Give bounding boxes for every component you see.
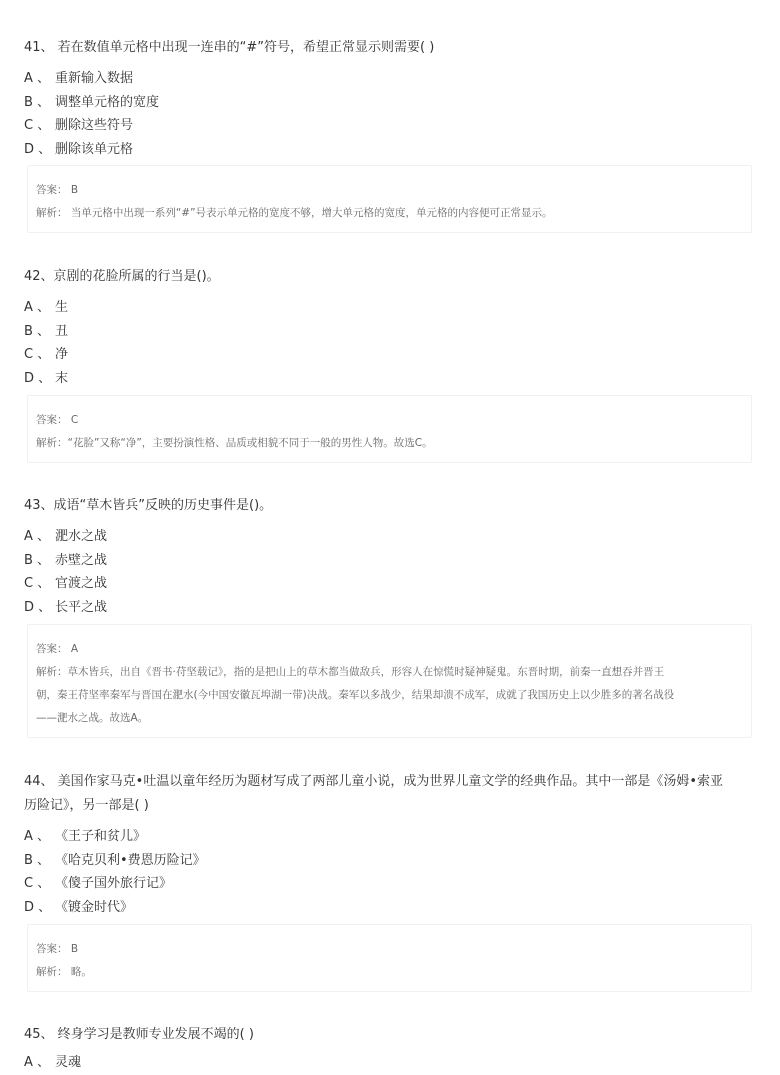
answer-panel bbox=[27, 165, 752, 233]
option-text: 删除该单元格 bbox=[55, 141, 134, 157]
option-c[interactable] bbox=[24, 572, 754, 596]
option-text: 净 bbox=[55, 347, 69, 362]
option-c[interactable] bbox=[24, 872, 754, 896]
option-text: 长平之战 bbox=[55, 599, 108, 615]
analysis-text-line-2: 朝，秦王苻坚率秦军与晋国在淝水(今中国安徽瓦埠湖一带)决战。秦军以多战少，结果却溃不成军，成就了我国历史上以少胜多的著名战役 bbox=[36, 689, 675, 701]
answer-text: 答案： A bbox=[36, 643, 79, 655]
option-text: 《哈克贝利•费恩历险记》 bbox=[55, 852, 206, 868]
option-letter: D 、 bbox=[24, 141, 52, 157]
option-text: 丑 bbox=[55, 323, 69, 339]
question-43 bbox=[24, 494, 754, 619]
option-list bbox=[24, 825, 754, 919]
option-text: 末 bbox=[55, 370, 69, 386]
analysis-text: 解析： 略。 bbox=[36, 966, 92, 978]
option-d[interactable] bbox=[24, 138, 754, 162]
option-list bbox=[24, 525, 754, 619]
analysis-text: 解析：“花脸”又称“净”，主要扮演性格、品质或相貌不同于一般的男性人物。故选C。 bbox=[36, 437, 433, 449]
option-text: 重新输入数据 bbox=[55, 71, 134, 86]
option-text: 淝水之战 bbox=[55, 529, 108, 544]
option-d[interactable] bbox=[24, 896, 754, 920]
option-letter: C 、 bbox=[24, 347, 51, 362]
option-d[interactable] bbox=[24, 596, 754, 620]
option-letter: A 、 bbox=[24, 1055, 51, 1070]
option-text: 赤壁之战 bbox=[55, 552, 108, 568]
option-c[interactable] bbox=[24, 343, 754, 367]
answer-text: 答案： B bbox=[36, 184, 79, 196]
question-title-line-2: 历险记》，另一部是( ) bbox=[24, 798, 149, 813]
option-letter: C 、 bbox=[24, 876, 51, 891]
question-title: 43、成语“草木皆兵”反映的历史事件是()。 bbox=[24, 498, 273, 513]
question-title: 42、京剧的花脸所属的行当是()。 bbox=[24, 269, 220, 284]
option-text: 生 bbox=[55, 300, 69, 315]
option-text: 灵魂 bbox=[55, 1055, 82, 1070]
answer-panel bbox=[27, 924, 752, 992]
option-c[interactable] bbox=[24, 114, 754, 138]
option-list bbox=[24, 296, 754, 390]
option-text: 调整单元格的宽度 bbox=[55, 94, 160, 110]
answer-text: 答案： C bbox=[36, 414, 79, 426]
option-a[interactable] bbox=[24, 825, 754, 849]
option-b[interactable] bbox=[24, 91, 754, 115]
question-title-line-1: 44、 美国作家马克•吐温以童年经历为题材写成了两部儿童小说，成为世界儿童文学的经典作品。其中一部是《汤姆•索亚 bbox=[24, 774, 724, 789]
answer-text: 答案： B bbox=[36, 943, 79, 955]
question-44 bbox=[24, 770, 754, 919]
question-45 bbox=[24, 1023, 754, 1075]
option-b[interactable] bbox=[24, 320, 754, 344]
option-letter: B 、 bbox=[24, 94, 51, 110]
option-letter: A 、 bbox=[24, 71, 51, 86]
analysis-text-line-3: ——淝水之战。故选A。 bbox=[36, 712, 149, 724]
question-title: 41、 若在数值单元格中出现一连串的“#”符号，希望正常显示则需要( ) bbox=[24, 40, 435, 55]
option-letter: A 、 bbox=[24, 300, 51, 315]
option-letter: B 、 bbox=[24, 552, 51, 568]
question-41 bbox=[24, 36, 754, 161]
option-letter: D 、 bbox=[24, 899, 52, 915]
option-a[interactable] bbox=[24, 67, 754, 91]
option-a[interactable] bbox=[24, 525, 754, 549]
analysis-text: 解析： 当单元格中出现一系列“#”号表示单元格的宽度不够，增大单元格的宽度，单元格的内容便可正常显示。 bbox=[36, 207, 553, 219]
option-letter: A 、 bbox=[24, 829, 51, 844]
option-b[interactable] bbox=[24, 549, 754, 573]
analysis-text-line-1: 解析：草木皆兵，出自《晋书·苻坚载记》，指的是把山上的草木都当做敌兵，形容人在惊慌时疑神疑鬼。东晋时期，前秦一直想吞并晋王 bbox=[36, 666, 665, 678]
option-a[interactable] bbox=[24, 296, 754, 320]
option-letter: C 、 bbox=[24, 118, 51, 133]
answer-panel bbox=[27, 624, 752, 738]
answer-panel bbox=[27, 395, 752, 463]
option-text: 《傻子国外旅行记》 bbox=[55, 876, 173, 891]
question-42 bbox=[24, 265, 754, 390]
option-text: 《王子和贫儿》 bbox=[55, 829, 147, 844]
option-text: 删除这些符号 bbox=[55, 118, 134, 133]
question-title: 45、 终身学习是教师专业发展不竭的( ) bbox=[24, 1027, 254, 1042]
option-text: 官渡之战 bbox=[55, 576, 108, 591]
option-letter: B 、 bbox=[24, 323, 51, 339]
option-list bbox=[24, 67, 754, 161]
option-letter: A 、 bbox=[24, 529, 51, 544]
option-text: 《镀金时代》 bbox=[55, 899, 134, 915]
option-letter: B 、 bbox=[24, 852, 51, 868]
option-letter: D 、 bbox=[24, 599, 52, 615]
option-d[interactable] bbox=[24, 367, 754, 391]
option-letter: D 、 bbox=[24, 370, 52, 386]
option-b[interactable] bbox=[24, 849, 754, 873]
option-letter: C 、 bbox=[24, 576, 51, 591]
